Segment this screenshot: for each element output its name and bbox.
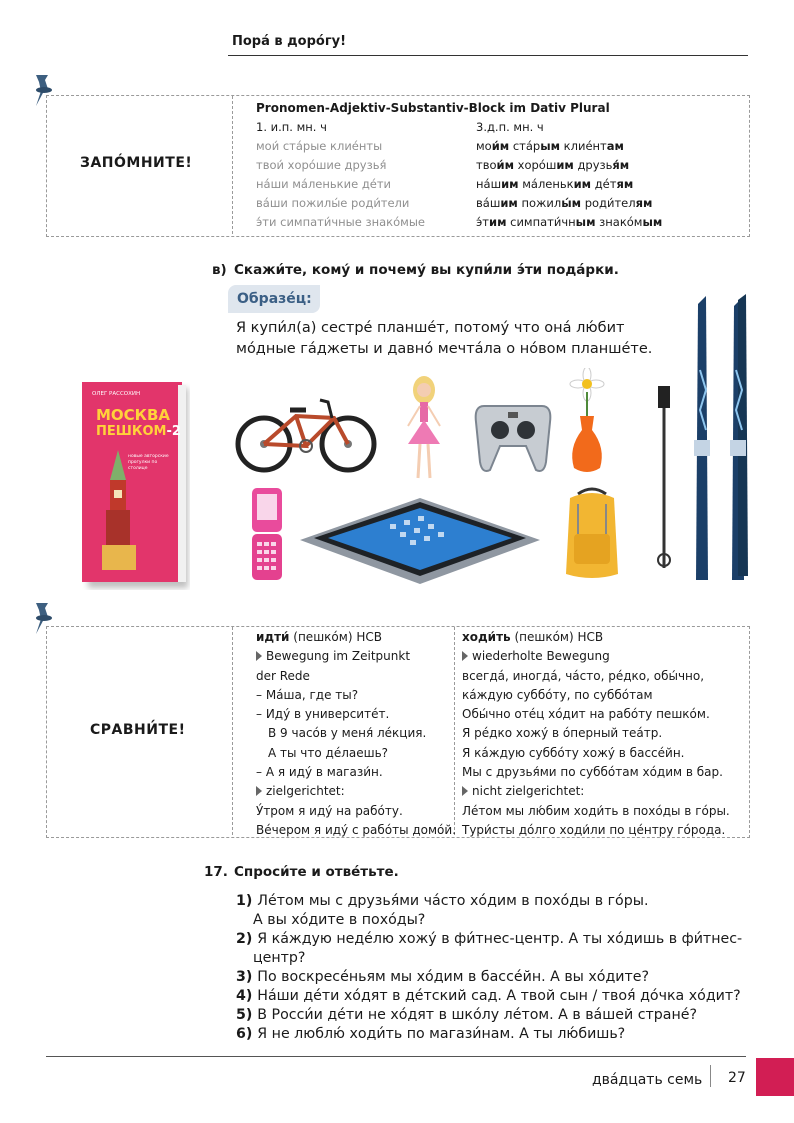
task-17-instruction: Спроси́те и отвéтьте. [234, 864, 399, 880]
remember-divider [232, 96, 233, 234]
word-stem: роди́тел [581, 196, 636, 210]
compare-line [256, 705, 456, 724]
dative-ending: ам [606, 139, 624, 153]
book-title-2: ПЕШКОМ-2 [96, 424, 181, 439]
dative-phrase [476, 175, 662, 194]
compare-line [256, 647, 456, 666]
exercise-text-continued: А вы хóдите в похóды? [253, 912, 426, 928]
dative-ending: и́м [496, 158, 514, 172]
dative-ending: ы́м [561, 196, 582, 210]
compare-text: В 9 часóв у меня́ лéкция. [268, 726, 427, 741]
backpack-image [556, 486, 628, 582]
compare-line [462, 802, 730, 821]
exercise-text: Я не люблю́ ходи́ть по магази́нам. А ты лю́бишь? [257, 1026, 626, 1042]
exercise-number: 4) [236, 988, 258, 1004]
compare-line [256, 686, 456, 705]
compare-left-column [256, 628, 456, 840]
dative-ending: им [556, 158, 574, 172]
word-stem: дéт [591, 177, 617, 191]
mobile-phone-image [250, 486, 284, 582]
compare-line [256, 724, 456, 743]
exercise-text: Лéтом мы с друзья́ми чáсто хóдим в похóды в гóры. [257, 893, 649, 909]
compare-text: А ты что дéлаешь? [268, 745, 389, 760]
dative-ending: им [500, 196, 518, 210]
compare-line [256, 782, 456, 801]
compare-text: der Rede [256, 668, 310, 683]
exercise-item [236, 987, 742, 1006]
compare-text: nicht zielgerichtet: [472, 784, 585, 799]
skis-image [646, 290, 766, 586]
triangle-bullet-icon [462, 786, 468, 796]
exercise-number: 1) [236, 893, 258, 909]
compare-line [256, 628, 456, 647]
compare-text: – Идý в университéт. [256, 707, 390, 722]
exercise-number: 6) [236, 1026, 258, 1042]
compare-text: Лéтом мы лю́бим ходи́ть в похóды в гóры. [462, 803, 730, 818]
nominative-phrase: нáши мáленькие дéти [256, 177, 392, 191]
word-stem: симпати́чн [506, 215, 576, 229]
sample-line-2: мóдные гáджеты и давнó мечтáла о нóвом планшéте. [236, 341, 653, 357]
exercise-number: 3) [236, 969, 258, 985]
exercise-item [236, 892, 742, 911]
task-v-instruction: Скажи́те, комý и почемý вы купи́ли э́ти подáрки. [234, 262, 619, 278]
remember-col2 [476, 137, 662, 232]
compare-label: СРАВНИ́ТЕ! [90, 722, 186, 738]
page-number-words: двáдцать семь [592, 1072, 703, 1088]
remember-title: Pronomen-Adjektiv-Substantiv-Block im Dativ Plural [256, 101, 610, 115]
page-color-tab [756, 1058, 794, 1096]
compare-text: zielgerichtet: [266, 784, 345, 799]
remember-col1 [256, 137, 425, 232]
compare-line [462, 686, 730, 705]
verb-heading: идти́ [256, 630, 290, 644]
nominative-phrase: вáши пожилы́е роди́тели [256, 196, 410, 210]
compare-text: Я рéдко хожý в óперный теáтр. [462, 726, 663, 741]
gamepad-image [470, 392, 556, 476]
compare-line [462, 763, 730, 782]
sample-line-1: Я купи́л(а) сестрé планшéт, потомý что онá лю́бит [236, 320, 625, 336]
word-stem: мáленьк [518, 177, 574, 191]
compare-line [462, 724, 730, 743]
book-subtitle: новые авторские прогулки по столице [128, 454, 169, 471]
dative-ending: и́м [491, 139, 510, 153]
compare-text: Bewegung im Zeitpunkt [266, 649, 411, 664]
page-number: 27 [728, 1070, 746, 1086]
verb-heading: ходи́ть [462, 630, 511, 644]
compare-text: Обы́чно отéц хóдит на рабóту пешкóм. [462, 707, 710, 722]
verb-heading-note: (пешкóм) НСВ [289, 630, 382, 644]
compare-text: всегдá, иногдá, чáсто, рéдко, обы́чно, [462, 668, 705, 683]
exercise-text: По воскресéньям мы хóдим в бассéйн. А вы хóдите? [257, 969, 650, 985]
nominative-phrase: мои́ стáрые клиéнты [256, 139, 383, 153]
word-stem: тво [476, 158, 497, 172]
word-stem: друзь [573, 158, 613, 172]
exercise-text-continued: центр? [253, 950, 306, 966]
remember-label: ЗАПÓМНИТЕ! [80, 155, 193, 171]
exercise-text: Нáши дéти хóдят в дéтский сад. А твой сын / твоя́ дóчка хóдит? [257, 988, 741, 1004]
word-stem: пожил [517, 196, 562, 210]
dative-ending: ям [616, 177, 634, 191]
remember-col2-head: 3.д.п. мн. ч [476, 120, 544, 134]
doll-image [398, 372, 450, 482]
compare-line [462, 667, 730, 686]
compare-text: Я кáждую суббóту хожý в бассéйн. [462, 745, 685, 760]
compare-line [462, 744, 730, 763]
dative-ending: ым [540, 139, 561, 153]
compare-line [462, 782, 730, 801]
book-author: ОЛЕГ РАССОХИН [92, 391, 141, 397]
dative-phrase [476, 137, 662, 156]
word-stem: стáр [509, 139, 541, 153]
compare-line [256, 763, 456, 782]
exercise-item [236, 1006, 742, 1025]
compare-text: У́тром я идý на рабóту. [256, 803, 403, 818]
dative-ending: им [501, 177, 519, 191]
compare-line [256, 667, 456, 686]
verb-heading-note: (пешкóм) НСВ [510, 630, 604, 644]
dative-ending: ым [642, 215, 663, 229]
footer-separator [710, 1065, 711, 1087]
dative-ending: я́м [612, 158, 630, 172]
dative-phrase [476, 213, 662, 232]
book-title-1: МОСКВА [96, 406, 170, 424]
sample-label: Образéц: [228, 285, 320, 313]
compare-text: Мы с друзья́ми по суббóтам хóдим в бар. [462, 765, 723, 780]
compare-line [256, 821, 456, 840]
bicycle-image [234, 392, 378, 476]
header-rule [228, 55, 748, 56]
task-v-letter: в) [212, 262, 227, 278]
book-image [82, 382, 190, 590]
compare-line [462, 821, 730, 840]
dative-ending: ым [575, 215, 596, 229]
dative-phrase [476, 156, 662, 175]
remember-col1-head: 1. и.п. мн. ч [256, 120, 327, 134]
compare-text: wiederholte Bewegung [472, 649, 610, 664]
word-stem: знакóм [595, 215, 643, 229]
compare-text: кáждую суббóту, по суббóтам [462, 687, 653, 702]
exercise-number: 2) [236, 931, 258, 947]
nominative-phrase: твои́ хорóшие друзья́ [256, 158, 387, 172]
word-stem: нáш [476, 177, 502, 191]
footer-rule [46, 1056, 746, 1057]
triangle-bullet-icon [256, 786, 262, 796]
word-stem: клиéнт [560, 139, 607, 153]
compare-divider-1 [232, 627, 233, 835]
task-17-number: 17. [204, 864, 228, 880]
compare-text: Тури́сты дóлго ходи́ли по цéнтру гóрода. [462, 822, 726, 837]
compare-line [462, 647, 730, 666]
exercise-number: 5) [236, 1007, 258, 1023]
dative-ending: ям [635, 196, 653, 210]
word-stem: э́т [476, 215, 490, 229]
exercise-item [236, 968, 742, 987]
compare-line [256, 802, 456, 821]
running-header: Порá в дорóгу! [232, 34, 347, 49]
exercise-item [236, 930, 742, 949]
compare-text: Вéчером я идý с рабóты домóй. [256, 822, 457, 837]
word-stem: вáш [476, 196, 501, 210]
compare-line [462, 705, 730, 724]
nominative-phrase: э́ти симпати́чные знакóмые [256, 215, 425, 229]
kremlin-tower-icon [96, 450, 142, 572]
vase-image [562, 368, 612, 476]
tablet-image [300, 494, 540, 586]
triangle-bullet-icon [462, 651, 468, 661]
exercise-text: Я кáждую недéлю хожý в фи́тнес-центр. А ты хóдишь в фи́тнес- [257, 931, 743, 947]
dative-phrase [476, 194, 662, 213]
word-stem: мо [476, 139, 492, 153]
task-17-list [236, 892, 742, 1044]
compare-line [256, 744, 456, 763]
dative-ending: им [573, 177, 592, 191]
compare-text: – Мáша, где ты? [256, 687, 359, 702]
triangle-bullet-icon [256, 651, 262, 661]
word-stem: хорóш [513, 158, 557, 172]
exercise-text: В Росси́и дéти не хóдят в шкóлу лéтом. А в вáшей странé? [257, 1007, 697, 1023]
exercise-item [236, 1025, 742, 1044]
dative-ending: им [489, 215, 507, 229]
compare-right-column [462, 628, 730, 840]
compare-line [462, 628, 730, 647]
compare-text: – А я идý в магази́н. [256, 765, 383, 780]
